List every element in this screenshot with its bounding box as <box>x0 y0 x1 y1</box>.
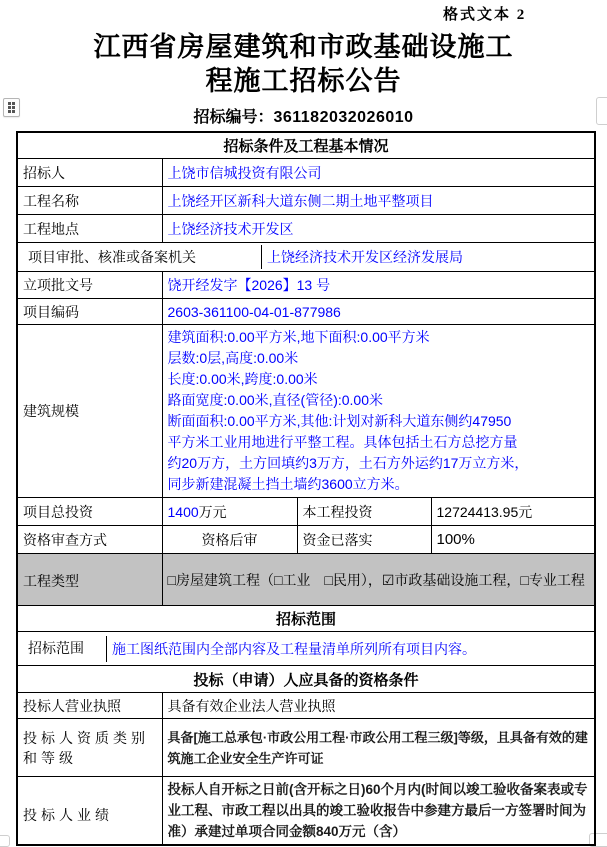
qualification-grade-value: 具备[施工总承包·市政公用工程·市政公用工程三级]等级，且具备有效的建筑施工企业安全生产许可证 <box>162 719 595 777</box>
scale-line: 同步新建混凝土挡土墙约3600立方米。 <box>167 476 409 492</box>
location-value: 上饶经济技术开发区 <box>162 215 595 243</box>
approval-authority-label: 项目审批、核准或备案机关 <box>23 245 262 269</box>
funds-secured-value: 100% <box>431 526 595 554</box>
project-code-value: 2603-361100-04-01-877986 <box>162 299 595 325</box>
business-license-label: 投标人营业执照 <box>17 693 162 719</box>
page-title <box>0 30 607 98</box>
section-header-qualification: 投标（申请）人应具备的资格条件 <box>17 666 595 693</box>
table-row <box>17 325 595 498</box>
page-title-line1: 江西省房屋建筑和市政基础设施工 <box>93 32 514 62</box>
scale-line: 建筑面积:0.00平方米,地下面积:0.00平方米 <box>167 329 430 345</box>
grid-dots-icon <box>8 102 15 113</box>
project-code-label: 项目编码 <box>17 299 162 325</box>
scale-line: 平方米工业用地进行平整工程。具体包括土石方总挖方量 <box>167 434 518 450</box>
qualification-review-label: 资格审查方式 <box>17 526 162 554</box>
scale-line: 长度:0.00米,跨度:0.00米 <box>167 371 318 387</box>
page-title-line2: 程施工招标公告 <box>205 66 402 96</box>
table-row <box>17 666 595 693</box>
table-row <box>17 187 595 215</box>
total-investment-value <box>162 498 297 526</box>
project-name-label: 工程名称 <box>17 187 162 215</box>
scale-line: 断面面积:0.00平方米,其他:计划对新科大道东侧约47950 <box>167 413 512 429</box>
bottom-left-handle[interactable] <box>0 835 10 847</box>
scale-line: 层数:0层,高度:0.00米 <box>167 350 299 366</box>
approval-doc-no-value: 饶开经发字【2026】13 号 <box>162 272 595 299</box>
table-drag-handle-icon[interactable] <box>3 98 20 117</box>
scale-line: 约20万方，土方回填约3万方，土石方外运约17万立方米， <box>167 455 529 471</box>
table-row <box>17 299 595 325</box>
right-edge-handle[interactable] <box>596 97 607 125</box>
table-row <box>17 606 595 632</box>
scale-value <box>162 325 595 498</box>
table-row <box>17 132 595 159</box>
project-type-value: □房屋建筑工程（□工业 □民用），☑市政基础设施工程，□专业工程 <box>162 554 595 606</box>
bid-scope-label: 招标范围 <box>23 636 107 662</box>
scale-label: 建筑规模 <box>17 325 162 498</box>
tenderer-label: 招标人 <box>17 159 162 187</box>
table-row <box>17 719 595 777</box>
qualification-review-value: 资格后审 <box>162 526 297 554</box>
table-row <box>17 243 595 272</box>
funds-secured-label: 资金已落实 <box>297 526 431 554</box>
table-row <box>17 554 595 606</box>
table-row <box>17 215 595 243</box>
tenderer-value: 上饶市信城投资有限公司 <box>162 159 595 187</box>
location-label: 工程地点 <box>17 215 162 243</box>
total-investment-unit: 万元 <box>198 503 227 520</box>
table-row <box>17 632 595 666</box>
tender-table <box>16 131 596 846</box>
approval-doc-no-label: 立项批文号 <box>17 272 162 299</box>
section-header-basic-info: 招标条件及工程基本情况 <box>17 132 595 159</box>
table-row <box>17 526 595 554</box>
table-row <box>17 498 595 526</box>
project-investment-value: 12724413.95元 <box>431 498 595 526</box>
approval-authority-value: 上饶经济技术开发区经济发展局 <box>267 249 463 265</box>
section-header-bid-scope: 招标范围 <box>17 606 595 632</box>
performance-label: 投标人业绩 <box>17 777 162 846</box>
project-type-label: 工程类型 <box>17 554 162 606</box>
table-row <box>17 693 595 719</box>
performance-value: 投标人自开标之日前(含开标之日)60个月内(时间以竣工验收备案表或专业工程、市政工程以出具的竣工验收报告中参建方最后一方签署时间为准）承建过单项合同金额840万元（含） <box>162 777 595 846</box>
tender-number-label: 招标编号： <box>193 109 274 126</box>
tender-number-value: 361182032026010 <box>273 109 414 126</box>
total-investment-number: 1400 <box>167 503 199 520</box>
qualification-grade-label: 投标人资质类别和等级 <box>17 719 162 777</box>
bid-scope-value: 施工图纸范围内全部内容及工程量清单所列所有项目内容。 <box>112 640 476 657</box>
scale-line: 路面宽度:0.00米,直径(管径):0.00米 <box>167 392 383 408</box>
tender-number-line <box>0 104 607 127</box>
business-license-value: 具备有效企业法人营业执照 <box>162 693 595 719</box>
project-investment-label: 本工程投资 <box>297 498 431 526</box>
table-row <box>17 159 595 187</box>
table-row <box>17 777 595 846</box>
total-investment-label: 项目总投资 <box>17 498 162 526</box>
table-row <box>17 272 595 299</box>
format-tag: 格式文本 2 <box>443 7 527 23</box>
project-name-value: 上饶经开区新科大道东侧二期土地平整项目 <box>162 187 595 215</box>
